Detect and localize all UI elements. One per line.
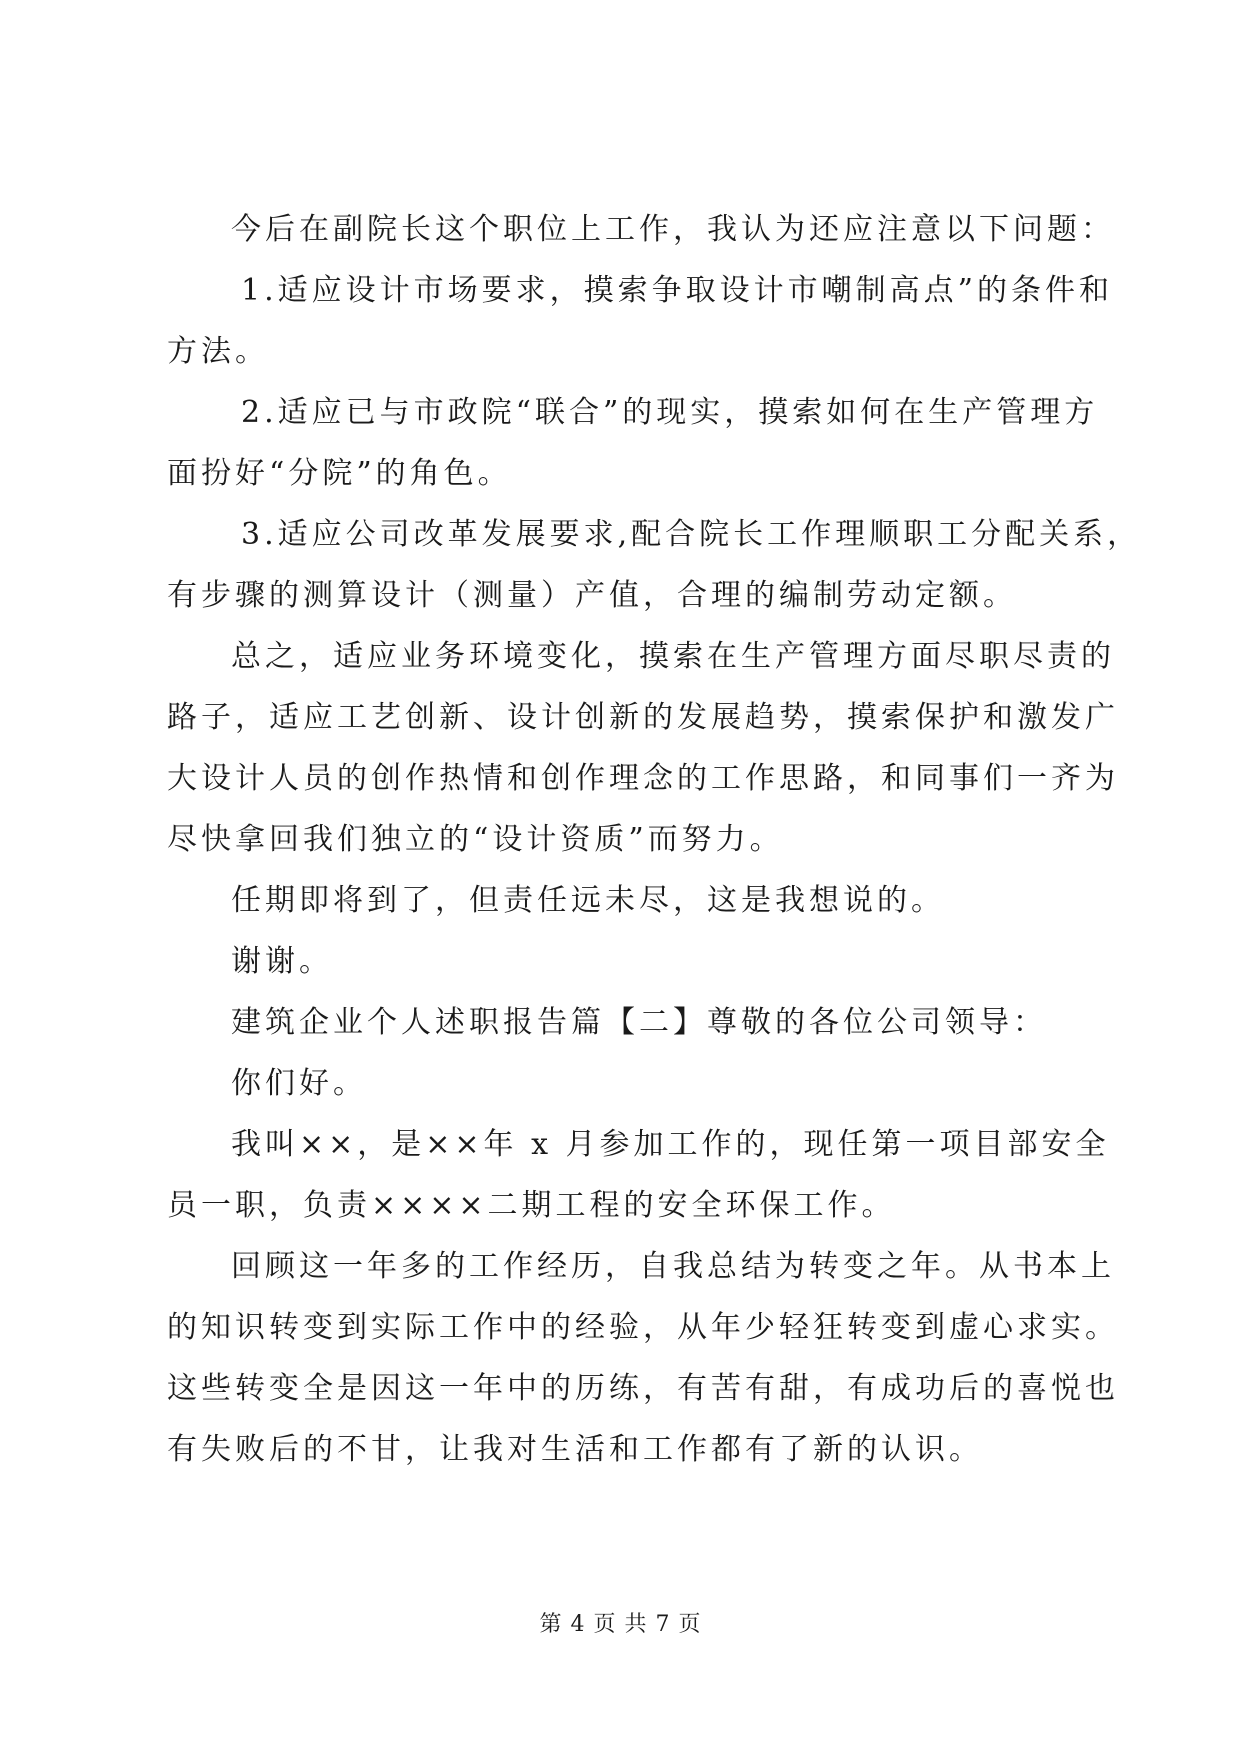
- page-number-footer: 第 4 页 共 7 页: [539, 1612, 702, 1637]
- paragraph-line: 这些转变全是因这一年中的历练，有苦有甜，有成功后的喜悦也: [167, 1371, 1119, 1406]
- paragraph-line: 的知识转变到实际工作中的经验，从年少轻狂转变到虚心求实。: [167, 1310, 1119, 1345]
- paragraph-line: 2.适应已与市政院“联合”的现实，摸索如何在生产管理方: [241, 395, 1099, 430]
- paragraph-line: 建筑企业个人述职报告篇【二】尊敬的各位公司领导：: [231, 1005, 1047, 1040]
- paragraph-line: 任期即将到了，但责任远未尽，这是我想说的。: [231, 883, 945, 918]
- paragraph-line: 今后在副院长这个职位上工作，我认为还应注意以下问题：: [231, 212, 1115, 247]
- paragraph-line: 员一职，负责××××二期工程的安全环保工作。: [167, 1188, 896, 1223]
- paragraph-line: 3.适应公司改革发展要求,配合院长工作理顺职工分配关系，: [241, 517, 1142, 552]
- paragraph-line: 方法。: [167, 334, 269, 369]
- paragraph-line: 谢谢。: [231, 944, 333, 979]
- paragraph-line: 有失败后的不甘，让我对生活和工作都有了新的认识。: [167, 1432, 983, 1467]
- paragraph-line: 尽快拿回我们独立的“设计资质”而努力。: [167, 822, 784, 857]
- paragraph-line: 1.适应设计市场要求，摸索争取设计市嘲制高点”的条件和: [241, 273, 1113, 308]
- paragraph-line: 我叫××，是××年 x 月参加工作的，现任第一项目部安全: [231, 1127, 1110, 1162]
- paragraph-line: 面扮好“分院”的角色。: [167, 456, 512, 491]
- paragraph-line: 回顾这一年多的工作经历，自我总结为转变之年。从书本上: [231, 1249, 1115, 1284]
- paragraph-line: 路子，适应工艺创新、设计创新的发展趋势，摸索保护和激发广: [167, 700, 1119, 735]
- paragraph-line: 大设计人员的创作热情和创作理念的工作思路，和同事们一齐为: [167, 761, 1119, 796]
- paragraph-line: 有步骤的测算设计（测量）产值，合理的编制劳动定额。: [167, 578, 1017, 613]
- document-body: [167, 200, 1142, 1481]
- paragraph-line: 你们好。: [231, 1066, 367, 1101]
- paragraph-line: 总之，适应业务环境变化，摸索在生产管理方面尽职尽责的: [231, 639, 1115, 674]
